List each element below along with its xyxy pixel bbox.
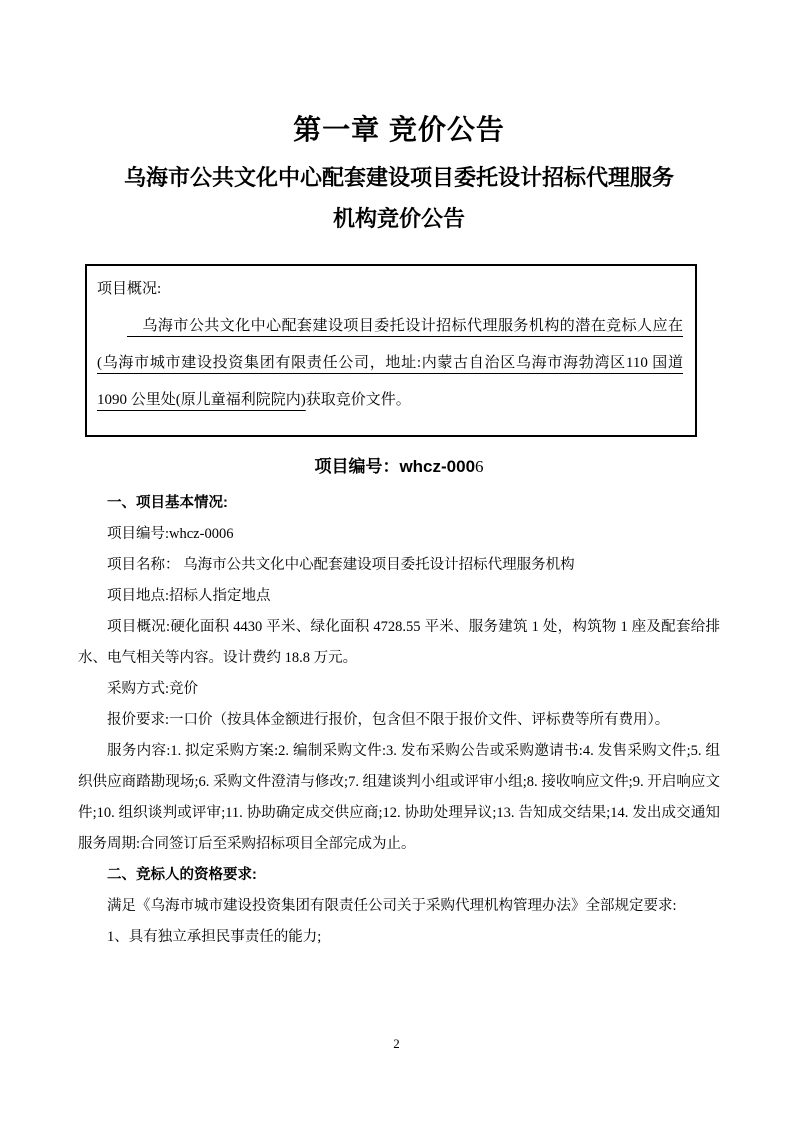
field-service-content: 服务内容:1. 拟定采购方案:2. 编制采购文件:3. 发布采购公告或采购邀请书:4. 发售采购文件;5. 组织供应商踏勘现场;6. 采购文件澄清与修改;7. 组建谈判小组或评审小组;8. 接收响应文件;9. 开启响应文件;10. 组织谈判或评审;11. 协助确定成交供应商;12. 协助处理异议;13. 告知成交结果;14. 发出成交通知服务周期:合同签订后至采购招标项目全部完成为止。 [78, 743, 720, 852]
chapter-title: 第一章 竞价公告 [293, 114, 505, 145]
project-number-bold: 项目编号：whcz-000 [314, 457, 476, 476]
project-overview-box [85, 264, 697, 437]
field-project-location: 项目地点:招标人指定地点 [107, 588, 271, 604]
overview-box-paragraph [97, 308, 683, 419]
page-number: 2 [393, 1036, 400, 1051]
project-number-heading [78, 454, 720, 480]
field-project-name: 项目名称： 乌海市公共文化中心配套建设项目委托设计招标代理服务机构 [107, 557, 575, 573]
document-body [78, 488, 720, 953]
document-content [78, 0, 720, 953]
document-subtitle-line-1: 乌海市公共文化中心配套建设项目委托设计招标代理服务 [123, 165, 674, 190]
overview-tail-text: 获取竞价文件。 [305, 392, 411, 408]
document-subtitle-line-2: 机构竞价公告 [332, 206, 465, 231]
field-project-overview: 项目概况:硬化面积 4430 平米、绿化面积 4728.55 平米、服务建筑 1 处，构筑物 1 座及配套给排水、电气相关等内容。设计费约 18.8 万元。 [78, 619, 720, 666]
qualification-requirement: 满足《乌海市城市建设投资集团有限责任公司关于采购代理机构管理办法》全部规定要求: [107, 898, 677, 914]
field-project-number: 项目编号:whcz-0006 [107, 526, 234, 542]
field-quote-requirement: 报价要求:一口价（按具体金额进行报价，包含但不限于报价文件、评标费等所有费用）。 [107, 712, 670, 728]
overview-underlined-text: 乌海市公共文化中心配套建设项目委托设计招标代理服务机构的潜在竞标人应在(乌海市城市建设投资集团有限责任公司，地址:内蒙古自治区乌海市海勃湾区110 国道 1090 公里处(原儿童福利院院内) [97, 318, 683, 408]
qualification-item-1: 1、具有独立承担民事责任的能力; [107, 929, 322, 945]
overview-box-label: 项目概况: [97, 281, 162, 297]
section-heading-basic-info: 一、项目基本情况: [107, 495, 228, 511]
field-procurement-method: 采购方式:竞价 [107, 681, 199, 697]
section-heading-qualification: 二、竞标人的资格要求: [107, 867, 257, 883]
project-number-tail: 6 [475, 457, 484, 476]
